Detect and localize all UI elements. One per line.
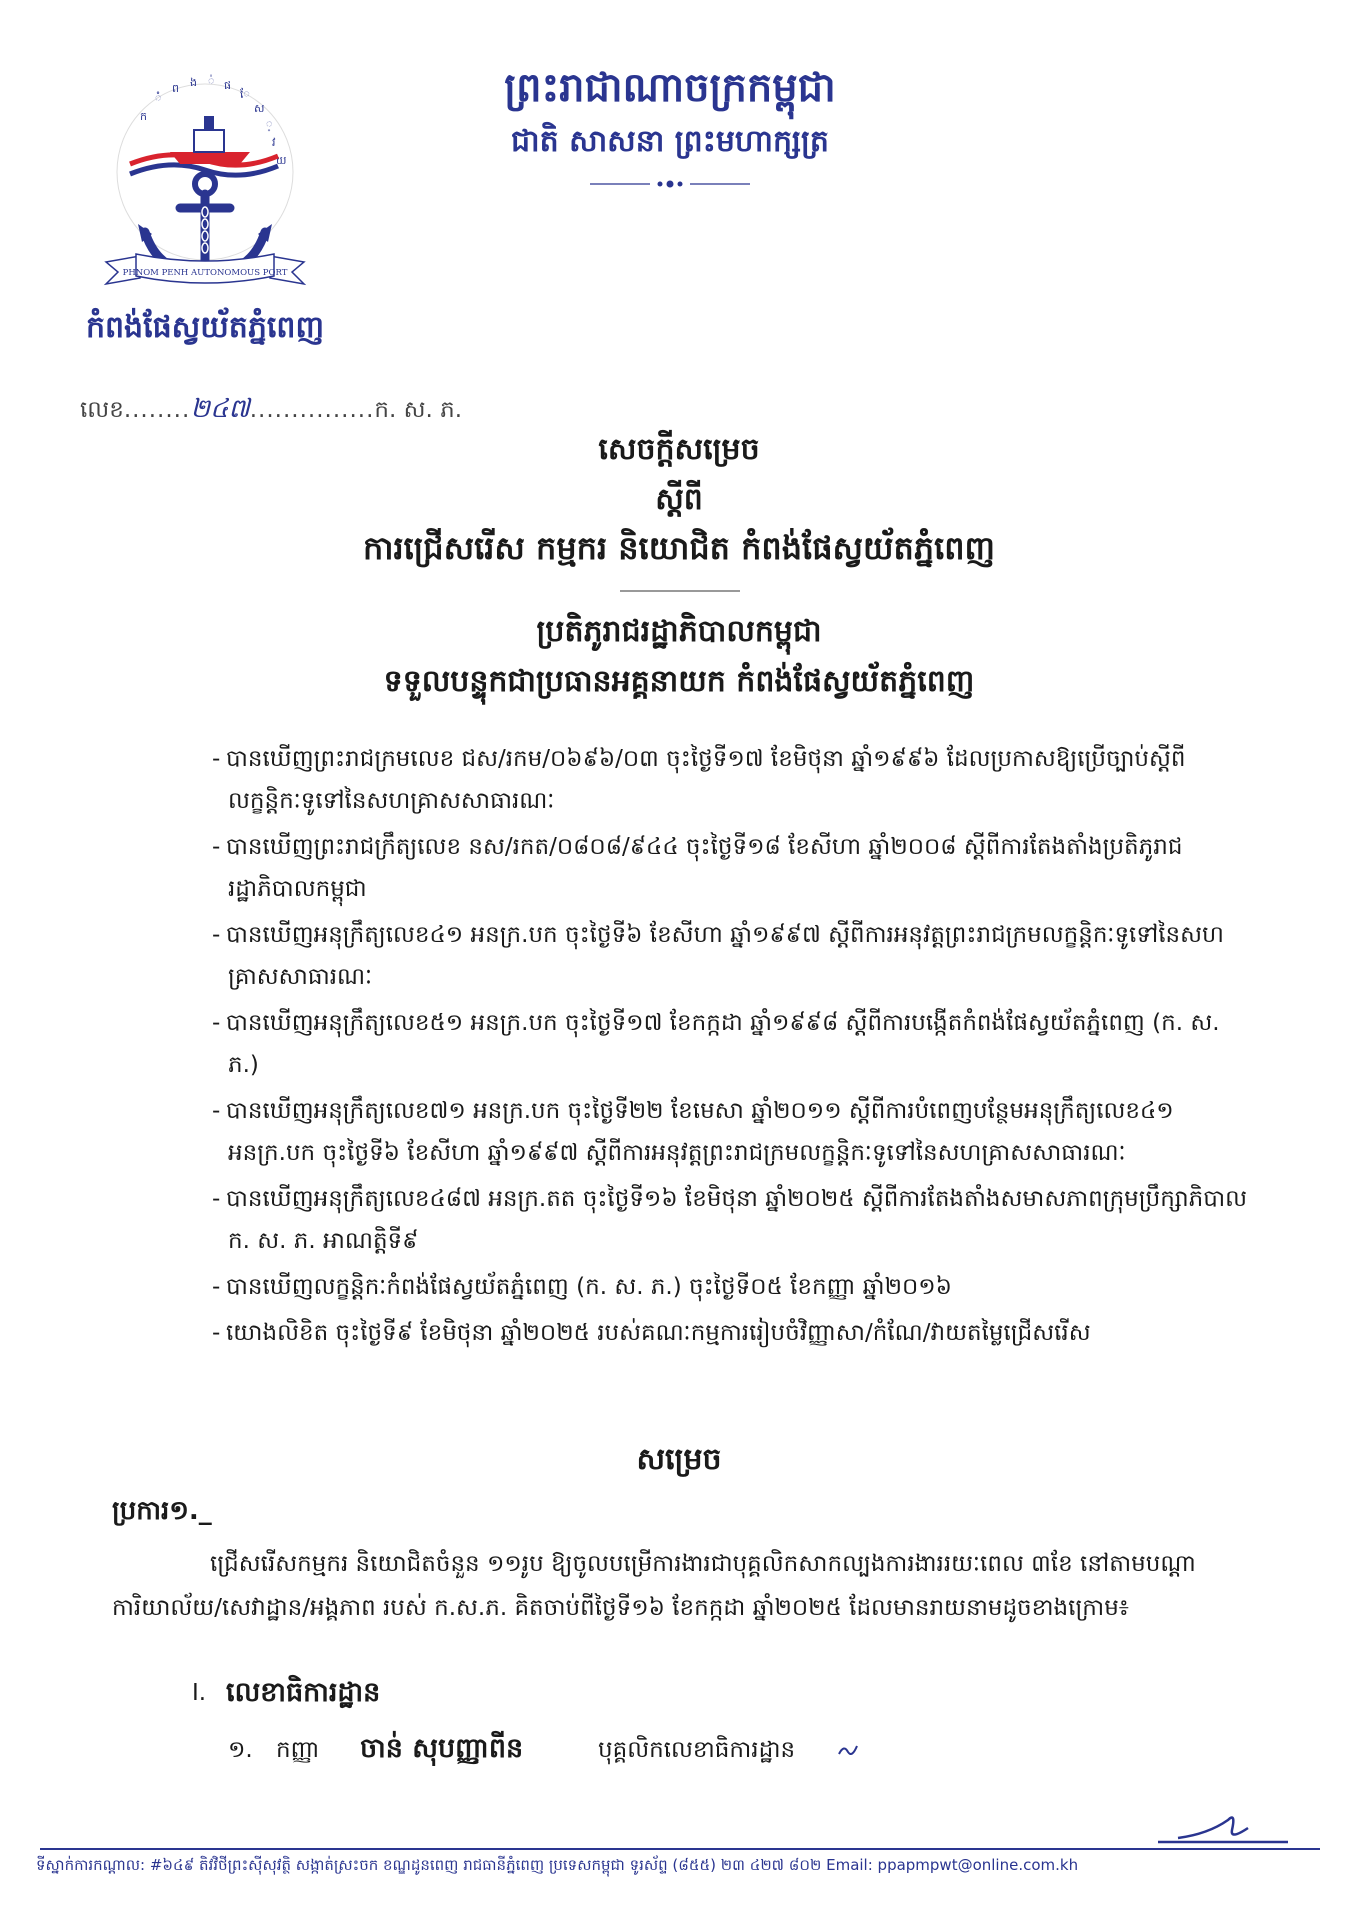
department-name: កំពង់ផែស្វយ័តភ្នំពេញ: [85, 310, 325, 345]
recital-item: - យោងលិខិត ចុះថ្ងៃទី៩ ខែមិថុនា ឆ្នាំ២០២៥ របស់គណៈកម្មការរៀបចំវិញ្ញាសា/កំណែ/វាយតម្លៃជ្រើសរើស: [212, 1320, 1091, 1346]
svg-text:យ: យ: [276, 154, 287, 167]
header-ornament: [590, 178, 750, 190]
svg-text:ផ: ផ: [224, 79, 231, 92]
employee-title: កញ្ញា: [276, 1737, 320, 1763]
employee-number: ១.: [228, 1737, 253, 1763]
logo-ribbon-text: PHNOM PENH AUTONOMOUS PORT: [122, 268, 288, 278]
recital-item: - បានឃើញអនុក្រឹត្យលេខ៧១ អនក្រ.បក ចុះថ្ងៃទី២២ ខែមេសា ឆ្នាំ២០១១ ស្តីពីការបំពេញបន្ថែមអនុក្រឹត្យលេខ៤១ អនក្រ.បក ចុះថ្ងៃទី៦ ខែសីហា ឆ្នាំ១៩៩៧ ស្តីពីការអនុវត្តព្រះរាជក្រមលក្ខន្តិកៈទូទៅនៃសហគ្រាសសាធារណៈ: [212, 1098, 1174, 1166]
svg-text:វ: វ: [272, 136, 276, 149]
svg-text:ក: ក: [140, 110, 147, 123]
svg-text:ស: ស: [254, 102, 265, 115]
recital-item: - បានឃើញលក្ខន្តិកៈកំពង់ផែស្វយ័តភ្នំពេញ (ក. ស. ភ.) ចុះថ្ងៃទី០៥ ខែកញ្ញា ឆ្នាំ២០១៦: [212, 1274, 952, 1300]
title-divider: [620, 588, 740, 594]
national-motto: ជាតិ សាសនា ព្រះមហាក្សត្រ: [511, 124, 829, 159]
svg-text:ំ: ំ: [155, 92, 162, 105]
signature-mark: [1148, 1800, 1298, 1850]
reference-prefix: លេខ: [80, 397, 124, 423]
employee-name: ចាន់ សុបញ្ញាពីន: [360, 1733, 524, 1764]
issuer-line-2: ទទួលបន្ទុកជាប្រធានអគ្គនាយក កំពង់ផែស្វយ័តភ្នំពេញ: [383, 664, 975, 699]
svg-text:ែ: ែ: [240, 88, 250, 101]
issuer-line-1: ប្រតិភូរាជរដ្ឋាភិបាលកម្ពុជា: [536, 614, 822, 649]
footer-address: ទីស្នាក់ការកណ្តាល: #៦៤៩ តិវវិថីព្រះស៊ីសុវត្ថិ សង្កាត់ស្រះចក ខណ្ឌដូនពេញ រាជធានីភ្នំពេញ ប្រទេសកម្ពុជា ទូរស័ព្ទ (៨៥៥) ២៣ ៤២៧ ៨០២ Email: ppapmpwt@online.com.kh: [36, 1856, 1079, 1874]
decision-heading: សម្រេច: [636, 1442, 722, 1477]
recital-item: - បានឃើញអនុក្រឹត្យលេខ៤១ អនក្រ.បក ចុះថ្ងៃទី៦ ខែសីហា ឆ្នាំ១៩៩៧ ស្តីពីការអនុវត្តព្រះរាជក្រមលក្ខន្តិកៈទូទៅនៃសហគ្រាសសាធារណៈ: [212, 922, 1224, 990]
handwritten-initial: [836, 1740, 860, 1760]
section-title: លេខាធិការដ្ឋាន: [226, 1677, 381, 1708]
article-title: ប្រការ១._: [112, 1496, 212, 1526]
section-numeral: I.: [192, 1680, 207, 1706]
recital-item: - បានឃើញព្រះរាជក្រមលេខ ជស/រកម/០៦៩៦/០៣ ចុះថ្ងៃទី១៧ ខែមិថុនា ឆ្នាំ១៩៩៦ ដែលប្រកាសឱ្យប្រើច្បាប់ស្តីពីលក្ខន្តិកៈទូទៅនៃសហគ្រាសសាធារណៈ: [212, 746, 1186, 814]
recital-item: - បានឃើញអនុក្រឹត្យលេខ៥១ អនក្រ.បក ចុះថ្ងៃទី១៧ ខែកក្កដា ឆ្នាំ១៩៩៨ ស្តីពីការបង្កើតកំពង់ផែស្វយ័តភ្នំពេញ (ក. ស. ភ.): [212, 1010, 1220, 1078]
svg-text:ព: ព: [172, 82, 179, 95]
footer-rule: [40, 1848, 1320, 1850]
port-logo: [100, 72, 310, 292]
kingdom-title: ព្រះរាជាណាចក្រកម្ពុជា: [504, 65, 836, 111]
reference-suffix: ក. ស. ភ.: [374, 397, 463, 423]
recital-item: - បានឃើញព្រះរាជក្រឹត្យលេខ នស/រកត/០៨០៨/៩៤៤ ចុះថ្ងៃទី១៨ ខែសីហា ឆ្នាំ២០០៨ ស្តីពីការតែងតាំងប្រតិភូរាជរដ្ឋាភិបាលកម្ពុជា: [212, 834, 1183, 902]
svg-text:ង: ង: [190, 76, 197, 89]
article-body: ជ្រើសរើសកម្មករ និយោជិតចំនួន ១១រូប ឱ្យចូលបម្រើការងារជាបុគ្គលិកសាកល្បងការងាររយៈពេល ៣ខែ នៅតាមបណ្តាការិយាល័យ/សេវាដ្ឋាន/អង្គភាព របស់ ក.ស.ភ. គិតចាប់ពីថ្ងៃទី១៦ ខែកក្កដា ឆ្នាំ២០២៥ ដែលមានរាយនាមដូចខាងក្រោម៖: [112, 1551, 1196, 1621]
reference-number: ២៤៧: [190, 394, 250, 424]
recitals-list: [212, 738, 1248, 1358]
decision-subject: ការជ្រើសរើស កម្មករ និយោជិត កំពង់ផែស្វយ័តភ្នំពេញ: [362, 529, 995, 567]
reference-number-line: លេខ........២៤៧...............ក. ស. ភ.: [80, 394, 463, 424]
decision-title: សេចក្តីសម្រេច: [598, 432, 760, 467]
recital-item: - បានឃើញអនុក្រឹត្យលេខ៤៨៧ អនក្រ.តត ចុះថ្ងៃទី១៦ ខែមិថុនា ឆ្នាំ២០២៥ ស្តីពីការតែងតាំងសមាសភាពក្រុមប្រឹក្សាភិបាល ក. ស. ភ. អាណត្តិទី៩: [212, 1186, 1248, 1254]
svg-text:្: ្: [266, 118, 273, 131]
employee-position: បុគ្គលិកលេខាធិការដ្ឋាន: [598, 1737, 796, 1763]
concerning-label: ស្តីពី: [655, 482, 703, 517]
svg-text:់: ់: [208, 75, 215, 88]
